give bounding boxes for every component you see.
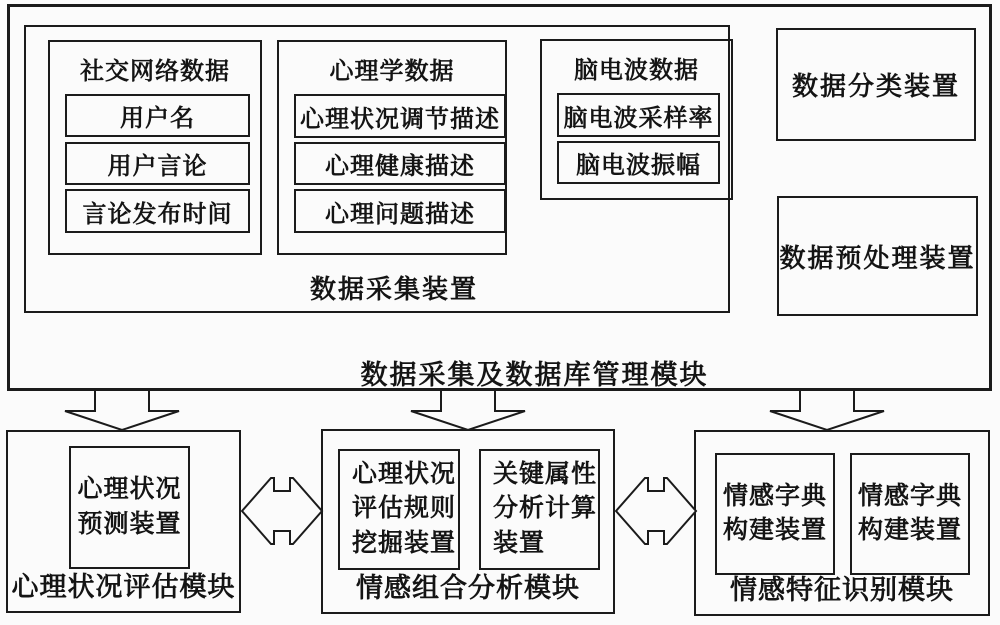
box-text-line: 构建装置: [722, 517, 827, 544]
box-text-line: 情感字典: [857, 482, 962, 510]
assessment-rule-mining-box: [338, 449, 460, 570]
data-preprocessing-box: 数据预处理装置: [777, 196, 978, 316]
top-module-label: 数据采集及数据库管理模块: [360, 360, 709, 390]
down-arrow-icon: [65, 391, 179, 430]
emotion-combination-analysis-module-box: [321, 429, 615, 614]
mental-state-assessment-module-box: [6, 430, 241, 613]
group-psychology-data: [277, 40, 507, 255]
data-collector-box: [24, 25, 730, 313]
group-brainwave-data: [540, 39, 733, 200]
item-mental-adjust-desc: 心理状况调节描述: [294, 94, 506, 138]
box-text-line: 挖掘装置: [352, 529, 457, 557]
item-mental-health-desc: 心理健康描述: [294, 142, 506, 185]
down-arrow-icon: [770, 391, 884, 430]
emotion-feature-recognition-module-box: [694, 430, 990, 616]
item-brainwave-sample-rate: 脑电波采样率: [557, 93, 720, 137]
box-text-line: 预测装置: [77, 510, 182, 538]
down-arrow-icon: [411, 391, 525, 430]
box-text-line: 情感字典: [722, 482, 827, 510]
data-collector-label: 数据采集装置: [309, 275, 478, 304]
box-text-line: 装置: [493, 529, 546, 557]
group-title: 社交网络数据: [80, 59, 230, 85]
module-label: 情感组合分析模块: [356, 573, 580, 603]
module-label: 情感特征识别模块: [730, 575, 954, 605]
box-text-line: 评估规则: [352, 495, 457, 523]
double-arrow-icon: [242, 478, 322, 544]
item-mental-problem-desc: 心理问题描述: [294, 189, 506, 233]
item-user-comments: 用户言论: [65, 142, 250, 185]
box-text-line: 分析计算: [493, 495, 598, 523]
box-text-line: 构建装置: [857, 517, 962, 544]
key-attribute-analysis-box: [479, 449, 600, 570]
emotion-dictionary-box-2: [850, 453, 970, 575]
data-classification-box: 数据分类装置: [776, 28, 976, 141]
item-brainwave-amplitude: 脑电波振幅: [557, 141, 720, 184]
group-title: 脑电波数据: [574, 58, 699, 84]
box-text-line: 心理状况: [352, 460, 457, 488]
group-title: 心理学数据: [329, 59, 455, 85]
item-comment-time: 言论发布时间: [65, 189, 250, 233]
item-username: 用户名: [65, 94, 250, 137]
mental-state-prediction-box: [69, 446, 190, 569]
emotion-dictionary-box-1: [715, 453, 835, 575]
double-arrow-icon: [616, 478, 696, 544]
data-collection-db-module-box: [7, 4, 992, 391]
group-social-network-data: [48, 40, 262, 255]
box-text-line: 心理状况: [77, 476, 182, 503]
module-label: 心理状况评估模块: [11, 572, 236, 602]
box-text-line: 关键属性: [493, 460, 598, 488]
